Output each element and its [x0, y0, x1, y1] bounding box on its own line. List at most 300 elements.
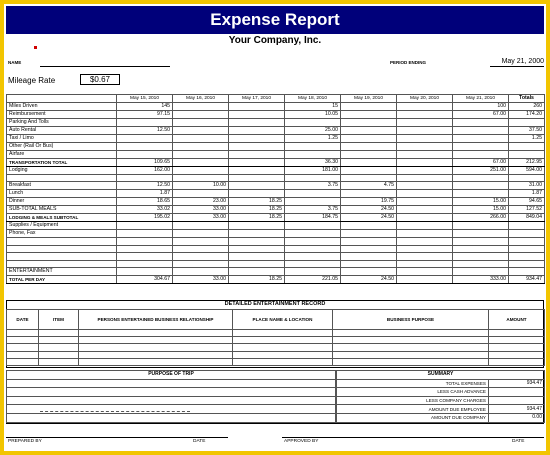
day-amount-cell[interactable] — [117, 143, 173, 151]
day-amount-cell[interactable]: 10.00 — [173, 182, 229, 190]
day-amount-cell[interactable]: 24.50 — [341, 275, 397, 283]
day-amount-cell[interactable]: 33.00 — [173, 275, 229, 283]
report-title: Expense Report — [6, 6, 544, 34]
day-amount-cell[interactable] — [229, 230, 285, 238]
entertainment-cell[interactable] — [489, 344, 545, 351]
period-ending-date[interactable]: May 21, 2000 — [501, 58, 544, 65]
day-amount-cell[interactable] — [341, 222, 397, 230]
table-row — [7, 135, 545, 143]
day-amount-cell[interactable] — [453, 127, 509, 135]
entertainment-cell[interactable] — [7, 337, 39, 344]
table-row — [7, 253, 545, 260]
table-row — [7, 151, 545, 159]
entertainment-header: PLACE NAME & LOCATION — [233, 310, 333, 330]
day-amount-cell[interactable] — [397, 275, 453, 283]
day-amount-cell[interactable] — [397, 230, 453, 238]
day-amount-cell[interactable] — [173, 151, 229, 159]
entertainment-cell[interactable] — [333, 358, 489, 365]
day-amount-cell[interactable] — [173, 253, 229, 260]
day-amount-cell[interactable] — [285, 253, 341, 260]
day-amount-cell[interactable] — [173, 103, 229, 111]
day-amount-cell[interactable]: 18.25 — [229, 275, 285, 283]
entertainment-row — [7, 351, 545, 358]
day-amount-cell[interactable]: 1.87 — [117, 190, 173, 198]
day-amount-cell[interactable] — [229, 245, 285, 252]
summary-value[interactable] — [489, 388, 545, 397]
row-total-cell: 31.00 — [509, 182, 545, 190]
entertainment-cell[interactable] — [233, 344, 333, 351]
day-amount-cell[interactable] — [397, 175, 453, 182]
day-amount-cell[interactable] — [285, 260, 341, 267]
day-amount-cell[interactable]: 15.00 — [453, 198, 509, 206]
day-amount-cell[interactable] — [397, 198, 453, 206]
prepared-date-label: DATE — [193, 439, 206, 444]
day-amount-cell[interactable] — [397, 111, 453, 119]
entertainment-cell[interactable] — [79, 358, 233, 365]
day-amount-cell[interactable]: 67.00 — [453, 159, 509, 167]
day-amount-cell[interactable]: 15 — [285, 103, 341, 111]
day-amount-cell[interactable]: 97.15 — [117, 111, 173, 119]
day-amount-cell[interactable] — [453, 230, 509, 238]
approved-by-label: APPROVED BY — [284, 439, 319, 444]
day-amount-cell[interactable]: 18.25 — [229, 206, 285, 214]
table-row — [7, 214, 545, 222]
day-amount-cell[interactable] — [173, 238, 229, 245]
day-amount-cell[interactable] — [453, 143, 509, 151]
summary-label: TOTAL EXPENSES — [337, 379, 489, 388]
day-amount-cell[interactable] — [173, 159, 229, 167]
summary-label: AMOUNT DUE EMPLOYEE — [337, 405, 489, 414]
day-amount-cell[interactable]: 25.00 — [285, 127, 341, 135]
day-amount-cell[interactable] — [285, 245, 341, 252]
day-amount-cell[interactable] — [117, 175, 173, 182]
table-row — [7, 222, 545, 230]
day-amount-cell[interactable] — [117, 253, 173, 260]
totals-header: Totals — [509, 95, 545, 103]
day-amount-cell[interactable] — [397, 260, 453, 267]
day-amount-cell[interactable] — [229, 190, 285, 198]
day-amount-cell[interactable] — [117, 260, 173, 267]
day-amount-cell[interactable] — [341, 151, 397, 159]
day-amount-cell[interactable] — [453, 135, 509, 143]
date-header: May 16, 2010 — [173, 95, 229, 103]
purpose-line[interactable] — [7, 396, 336, 405]
entertainment-cell[interactable] — [79, 330, 233, 337]
day-amount-cell[interactable] — [229, 267, 285, 275]
row-total-cell: 849.04 — [509, 214, 545, 222]
row-total-cell — [509, 175, 545, 182]
comment-marker — [34, 46, 37, 49]
row-label — [7, 245, 117, 252]
entertainment-row — [7, 358, 545, 365]
day-amount-cell[interactable]: 1.25 — [285, 135, 341, 143]
name-field[interactable] — [40, 66, 170, 67]
entertainment-cell[interactable] — [39, 344, 79, 351]
period-ending-line — [490, 66, 544, 67]
day-amount-cell[interactable] — [117, 238, 173, 245]
row-label: ENTERTAINMENT — [7, 267, 117, 275]
day-amount-cell[interactable]: 181.00 — [285, 167, 341, 175]
row-label: Breakfast — [7, 182, 117, 190]
day-amount-cell[interactable] — [397, 119, 453, 127]
day-amount-cell[interactable] — [173, 175, 229, 182]
table-row — [7, 182, 545, 190]
entertainment-cell[interactable] — [233, 358, 333, 365]
summary-row — [337, 379, 545, 388]
day-amount-cell[interactable] — [173, 127, 229, 135]
day-amount-cell[interactable] — [285, 238, 341, 245]
table-row — [7, 245, 545, 252]
day-amount-cell[interactable] — [229, 167, 285, 175]
day-amount-cell[interactable] — [341, 127, 397, 135]
entertainment-cell[interactable] — [7, 358, 39, 365]
day-amount-cell[interactable] — [453, 151, 509, 159]
day-amount-cell[interactable] — [229, 260, 285, 267]
row-total-cell — [509, 119, 545, 127]
day-amount-cell[interactable]: 10.05 — [285, 111, 341, 119]
summary-value[interactable]: 934.47 — [489, 405, 545, 414]
entertainment-cell[interactable] — [489, 330, 545, 337]
day-amount-cell[interactable]: 12.50 — [117, 182, 173, 190]
day-amount-cell[interactable] — [341, 253, 397, 260]
day-amount-cell[interactable]: 3.75 — [285, 206, 341, 214]
date-header: May 17, 2010 — [229, 95, 285, 103]
purpose-title: PURPOSE OF TRIP — [7, 371, 336, 380]
entertainment-cell[interactable] — [333, 344, 489, 351]
purpose-line[interactable] — [7, 405, 336, 414]
row-label: Lunch — [7, 190, 117, 198]
row-label: Lodging — [7, 167, 117, 175]
day-amount-cell[interactable] — [397, 127, 453, 135]
purpose-line[interactable] — [7, 379, 336, 388]
table-row — [7, 143, 545, 151]
day-amount-cell[interactable] — [117, 135, 173, 143]
row-label — [7, 238, 117, 245]
day-amount-cell[interactable] — [285, 151, 341, 159]
day-amount-cell[interactable] — [229, 253, 285, 260]
day-amount-cell[interactable] — [341, 267, 397, 275]
approved-date-label: DATE — [512, 439, 525, 444]
day-amount-cell[interactable] — [397, 143, 453, 151]
day-amount-cell[interactable] — [341, 103, 397, 111]
period-ending-label: PERIOD ENDING — [390, 60, 427, 65]
day-amount-cell[interactable]: 18.65 — [117, 198, 173, 206]
row-label: Auto Rental — [7, 127, 117, 135]
day-amount-cell[interactable] — [285, 230, 341, 238]
day-amount-cell[interactable] — [453, 175, 509, 182]
day-amount-cell[interactable]: 18.25 — [229, 214, 285, 222]
name-label: NAME — [8, 60, 22, 65]
day-amount-cell[interactable] — [229, 135, 285, 143]
table-row — [7, 119, 545, 127]
day-amount-cell[interactable] — [173, 119, 229, 127]
day-amount-cell[interactable]: 33.00 — [173, 214, 229, 222]
day-amount-cell[interactable] — [229, 175, 285, 182]
mileage-rate-label: Mileage Rate — [8, 76, 56, 85]
day-amount-cell[interactable]: 266.00 — [453, 214, 509, 222]
day-amount-cell[interactable] — [117, 267, 173, 275]
day-amount-cell[interactable] — [117, 222, 173, 230]
entertainment-row — [7, 337, 545, 344]
row-label: Airfare — [7, 151, 117, 159]
day-amount-cell[interactable]: 145 — [117, 103, 173, 111]
row-total-cell — [509, 143, 545, 151]
entertainment-cell[interactable] — [7, 330, 39, 337]
day-amount-cell[interactable]: 4.75 — [341, 182, 397, 190]
day-amount-cell[interactable] — [341, 111, 397, 119]
entertainment-cell[interactable] — [233, 351, 333, 358]
row-total-cell — [509, 230, 545, 238]
day-amount-cell[interactable]: 251.00 — [453, 167, 509, 175]
purpose-line[interactable] — [7, 413, 336, 422]
row-total-cell: 127.52 — [509, 206, 545, 214]
day-amount-cell[interactable]: 100 — [453, 103, 509, 111]
day-amount-cell[interactable] — [229, 222, 285, 230]
day-amount-cell[interactable] — [397, 135, 453, 143]
day-amount-cell[interactable] — [285, 119, 341, 127]
day-amount-cell[interactable] — [285, 143, 341, 151]
day-amount-cell[interactable]: 304.67 — [117, 275, 173, 283]
row-label: Miles Driven — [7, 103, 117, 111]
summary-value[interactable]: 934.47 — [489, 379, 545, 388]
day-amount-cell[interactable]: 162.00 — [117, 167, 173, 175]
approved-by-line[interactable] — [282, 437, 544, 438]
day-amount-cell[interactable] — [229, 182, 285, 190]
date-header-row — [7, 95, 545, 103]
row-total-cell — [509, 245, 545, 252]
day-amount-cell[interactable]: 36.30 — [285, 159, 341, 167]
day-amount-cell[interactable] — [453, 238, 509, 245]
day-amount-cell[interactable]: 333.00 — [453, 275, 509, 283]
day-amount-cell[interactable] — [341, 238, 397, 245]
day-amount-cell[interactable] — [173, 245, 229, 252]
entertainment-cell[interactable] — [333, 330, 489, 337]
day-amount-cell[interactable]: 33.02 — [117, 206, 173, 214]
day-amount-cell[interactable] — [341, 167, 397, 175]
entertainment-cell[interactable] — [7, 351, 39, 358]
row-label: Taxi / Limo — [7, 135, 117, 143]
day-amount-cell[interactable] — [397, 222, 453, 230]
row-total-cell: 94.65 — [509, 198, 545, 206]
table-row — [7, 230, 545, 238]
entertainment-cell[interactable] — [333, 337, 489, 344]
day-amount-cell[interactable]: 23.00 — [173, 198, 229, 206]
day-amount-cell[interactable] — [341, 230, 397, 238]
date-header: May 20, 2010 — [397, 95, 453, 103]
summary-label: AMOUNT DUE COMPANY — [337, 413, 489, 422]
day-amount-cell[interactable] — [397, 167, 453, 175]
row-label: TRANSPORTATION TOTAL — [7, 159, 117, 167]
day-amount-cell[interactable] — [173, 135, 229, 143]
expense-table — [6, 94, 545, 284]
day-amount-cell[interactable] — [229, 103, 285, 111]
day-amount-cell[interactable] — [341, 135, 397, 143]
day-amount-cell[interactable] — [341, 143, 397, 151]
day-amount-cell[interactable] — [173, 190, 229, 198]
day-amount-cell[interactable] — [173, 167, 229, 175]
entertainment-table — [6, 309, 545, 366]
entertainment-cell[interactable] — [233, 337, 333, 344]
date-header: May 15, 2010 — [117, 95, 173, 103]
summary-row — [337, 405, 545, 414]
table-row — [7, 260, 545, 267]
row-label: Reimbursement — [7, 111, 117, 119]
day-amount-cell[interactable] — [229, 159, 285, 167]
day-amount-cell[interactable] — [173, 230, 229, 238]
day-amount-cell[interactable] — [341, 190, 397, 198]
day-amount-cell[interactable] — [453, 267, 509, 275]
day-amount-cell[interactable] — [341, 245, 397, 252]
entertainment-cell[interactable] — [489, 351, 545, 358]
entertainment-cell[interactable] — [39, 337, 79, 344]
entertainment-row — [7, 344, 545, 351]
day-amount-cell[interactable] — [173, 143, 229, 151]
day-amount-cell[interactable] — [285, 267, 341, 275]
day-amount-cell[interactable] — [453, 260, 509, 267]
day-amount-cell[interactable] — [285, 198, 341, 206]
row-label: TOTAL PER DAY — [7, 275, 117, 283]
day-amount-cell[interactable] — [229, 151, 285, 159]
entertainment-cell[interactable] — [79, 351, 233, 358]
table-row — [7, 175, 545, 182]
entertainment-cell[interactable] — [39, 358, 79, 365]
row-total-cell — [509, 151, 545, 159]
entertainment-cell[interactable] — [233, 330, 333, 337]
day-amount-cell[interactable] — [341, 175, 397, 182]
day-amount-cell[interactable] — [397, 206, 453, 214]
date-header: May 21, 2010 — [453, 95, 509, 103]
day-amount-cell[interactable] — [173, 222, 229, 230]
mileage-rate-value[interactable]: $0.67 — [80, 74, 120, 85]
day-amount-cell[interactable]: 15.00 — [453, 206, 509, 214]
entertainment-cell[interactable] — [79, 344, 233, 351]
day-amount-cell[interactable] — [341, 159, 397, 167]
entertainment-cell[interactable] — [333, 351, 489, 358]
entertainment-cell[interactable] — [7, 344, 39, 351]
summary-row — [337, 413, 545, 422]
day-amount-cell[interactable] — [453, 190, 509, 198]
day-amount-cell[interactable]: 24.50 — [341, 214, 397, 222]
day-amount-cell[interactable] — [397, 190, 453, 198]
day-amount-cell[interactable] — [453, 119, 509, 127]
day-amount-cell[interactable] — [229, 111, 285, 119]
day-amount-cell[interactable] — [117, 230, 173, 238]
row-total-cell: 260 — [509, 103, 545, 111]
day-amount-cell[interactable] — [453, 245, 509, 252]
table-row — [7, 103, 545, 111]
table-row — [7, 238, 545, 245]
day-amount-cell[interactable] — [285, 222, 341, 230]
entertainment-cell[interactable] — [489, 337, 545, 344]
day-amount-cell[interactable] — [397, 159, 453, 167]
summary-table — [336, 370, 545, 423]
day-amount-cell[interactable]: 12.50 — [117, 127, 173, 135]
entertainment-title: DETAILED ENTERTAINMENT RECORD — [224, 301, 326, 307]
day-amount-cell[interactable]: 67.00 — [453, 111, 509, 119]
entertainment-header: DATE — [7, 310, 39, 330]
day-amount-cell[interactable] — [173, 260, 229, 267]
prepared-by-label: PREPARED BY — [8, 439, 42, 444]
summary-label: LESS COMPANY CHARGES — [337, 396, 489, 405]
day-amount-cell[interactable]: 109.65 — [117, 159, 173, 167]
summary-row — [337, 388, 545, 397]
row-label: Supplies / Equipment — [7, 222, 117, 230]
row-label — [7, 175, 117, 182]
day-amount-cell[interactable] — [285, 175, 341, 182]
entertainment-cell[interactable] — [39, 351, 79, 358]
day-amount-cell[interactable] — [397, 267, 453, 275]
row-label: LODGING & MEALS SUBTOTAL — [7, 214, 117, 222]
day-amount-cell[interactable]: 3.75 — [285, 182, 341, 190]
row-label: Parking And Tolls — [7, 119, 117, 127]
day-amount-cell[interactable] — [173, 111, 229, 119]
day-amount-cell[interactable]: 184.75 — [285, 214, 341, 222]
entertainment-header: PERSONS ENTERTAINED BUSINESS RELATIONSHIP — [79, 310, 233, 330]
day-amount-cell[interactable]: 24.50 — [341, 206, 397, 214]
dashed-divider — [40, 411, 190, 412]
entertainment-cell[interactable] — [489, 358, 545, 365]
day-amount-cell[interactable] — [397, 151, 453, 159]
header-blank — [7, 95, 117, 103]
day-amount-cell[interactable] — [229, 143, 285, 151]
day-amount-cell[interactable] — [397, 238, 453, 245]
entertainment-cell[interactable] — [39, 330, 79, 337]
day-amount-cell[interactable] — [117, 245, 173, 252]
day-amount-cell[interactable] — [341, 119, 397, 127]
day-amount-cell[interactable] — [117, 151, 173, 159]
day-amount-cell[interactable]: 19.75 — [341, 198, 397, 206]
row-label: SUB-TOTAL MEALS — [7, 206, 117, 214]
day-amount-cell[interactable] — [117, 119, 173, 127]
day-amount-cell[interactable] — [397, 214, 453, 222]
day-amount-cell[interactable] — [453, 182, 509, 190]
day-amount-cell[interactable] — [397, 253, 453, 260]
row-label: Phone, Fax — [7, 230, 117, 238]
day-amount-cell[interactable] — [397, 182, 453, 190]
day-amount-cell[interactable] — [453, 253, 509, 260]
entertainment-row — [7, 330, 545, 337]
day-amount-cell[interactable] — [229, 238, 285, 245]
day-amount-cell[interactable] — [397, 103, 453, 111]
row-label — [7, 253, 117, 260]
day-amount-cell[interactable] — [173, 267, 229, 275]
date-header: May 18, 2010 — [285, 95, 341, 103]
entertainment-cell[interactable] — [79, 337, 233, 344]
day-amount-cell[interactable] — [229, 127, 285, 135]
day-amount-cell[interactable] — [397, 245, 453, 252]
day-amount-cell[interactable]: 18.25 — [229, 198, 285, 206]
day-amount-cell[interactable] — [285, 190, 341, 198]
company-name: Your Company, Inc. — [228, 35, 322, 46]
row-total-cell: 594.00 — [509, 167, 545, 175]
row-total-cell: 37.50 — [509, 127, 545, 135]
row-total-cell — [509, 260, 545, 267]
row-label: Dinner — [7, 198, 117, 206]
row-total-cell: 174.20 — [509, 111, 545, 119]
day-amount-cell[interactable] — [341, 260, 397, 267]
row-total-cell: 212.95 — [509, 159, 545, 167]
day-amount-cell[interactable]: 221.05 — [285, 275, 341, 283]
day-amount-cell[interactable] — [229, 119, 285, 127]
day-amount-cell[interactable]: 195.02 — [117, 214, 173, 222]
summary-value[interactable]: 0.00 — [489, 413, 545, 422]
summary-value[interactable] — [489, 396, 545, 405]
day-amount-cell[interactable]: 33.00 — [173, 206, 229, 214]
day-amount-cell[interactable] — [453, 222, 509, 230]
purpose-line[interactable] — [7, 388, 336, 397]
prepared-by-line[interactable] — [6, 437, 228, 438]
row-total-cell: 1.25 — [509, 135, 545, 143]
